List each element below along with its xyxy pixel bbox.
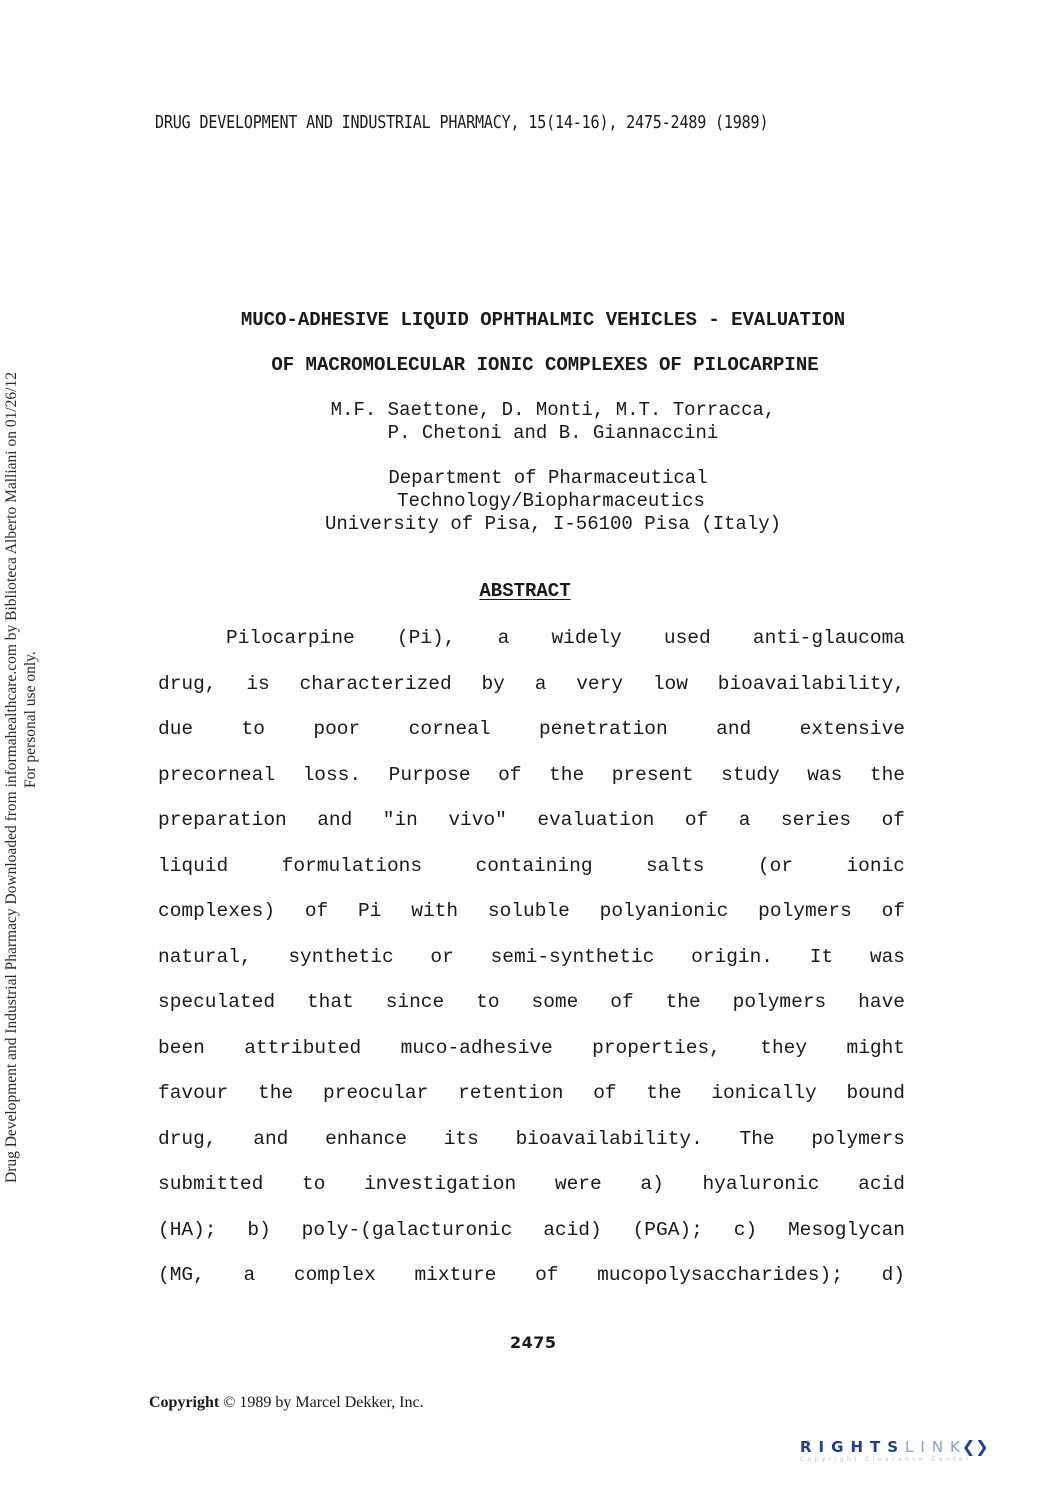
affiliation-line-1: Department of Pharmaceutical [388,467,708,489]
abstract-line: drug, and enhance its bioavailability. The polymers [158,1127,905,1150]
abstract-line: been attributed muco-adhesive properties, they might [158,1036,905,1059]
affiliation [0,467,1050,536]
copyright-prefix: Copyright [149,1394,220,1411]
abstract-line: natural, synthetic or semi-synthetic origin. It was [158,945,905,968]
authors-line-2: P. Chetoni and B. Giannaccini [387,422,719,444]
rightslink-wordmark [800,1437,1040,1456]
watermark-line-1: Drug Development and Industrial Pharmacy Downloaded from informahealthcare.com by Biblioteca Alberto Malliani on 01/26/12 [3,372,20,1183]
paper-title-line-2: OF MACROMOLECULAR IONIC COMPLEXES OF PILOCARPINE [271,354,819,376]
abstract-line: complexes) of Pi with soluble polyanionic polymers of [158,900,905,922]
rightslink-logo [800,1437,1040,1477]
authors [0,399,1050,445]
copyright-symbol-icon: © [223,1394,236,1411]
download-watermark [0,0,50,1500]
copyright-notice [149,1394,424,1412]
rightslink-link: LINK [905,1438,967,1456]
abstract-line: due to poor corneal penetration and extensive [158,718,905,740]
rightslink-arrow-icon: ❮❯ [961,1437,989,1456]
abstract-body [158,624,905,1307]
abstract-line: drug, is characterized by a very low bioavailability, [158,672,905,695]
abstract-line: liquid formulations containing salts (or ionic [158,854,905,877]
abstract-heading [0,580,1050,602]
paper-title-line-1: MUCO-ADHESIVE LIQUID OPHTHALMIC VEHICLES - EVALUATION [240,309,846,331]
abstract-line: (MG, a complex mixture of mucopolysaccharides); d) [158,1264,905,1286]
abstract-line: preparation and "in vivo" evaluation of a series of [158,809,905,831]
abstract-heading-text: ABSTRACT [479,580,571,602]
abstract-line: submitted to investigation were a) hyaluronic acid [158,1173,905,1195]
abstract-line: favour the preocular retention of the ionically bound [158,1082,905,1104]
page-number: 2475 [510,1333,557,1352]
affiliation-line-3: University of Pisa, I-56100 Pisa (Italy) [324,513,782,535]
journal-running-head: DRUG DEVELOPMENT AND INDUSTRIAL PHARMACY, 15(14-16), 2475-2489 (1989) [155,113,769,133]
affiliation-line-2: Technology/Biopharmaceutics [397,490,705,512]
abstract-line: speculated that since to some of the polymers have [158,991,905,1013]
rightslink-rights: RIGHTS [800,1438,906,1456]
authors-line-1: M.F. Saettone, D. Monti, M.T. Torracca, [330,399,776,421]
copyright-text: 1989 by Marcel Dekker, Inc. [239,1394,424,1411]
abstract-line: precorneal loss. Purpose of the present study was the [158,763,905,786]
watermark-line-2: For personal use only. [22,651,39,788]
abstract-line: (HA); b) poly-(galacturonic acid) (PGA); c) Mesoglycan [158,1218,905,1241]
abstract-line: Pilocarpine (Pi), a widely used anti-glaucoma [226,627,905,649]
rightslink-tagline: Copyright Clearance Center [800,1456,972,1463]
